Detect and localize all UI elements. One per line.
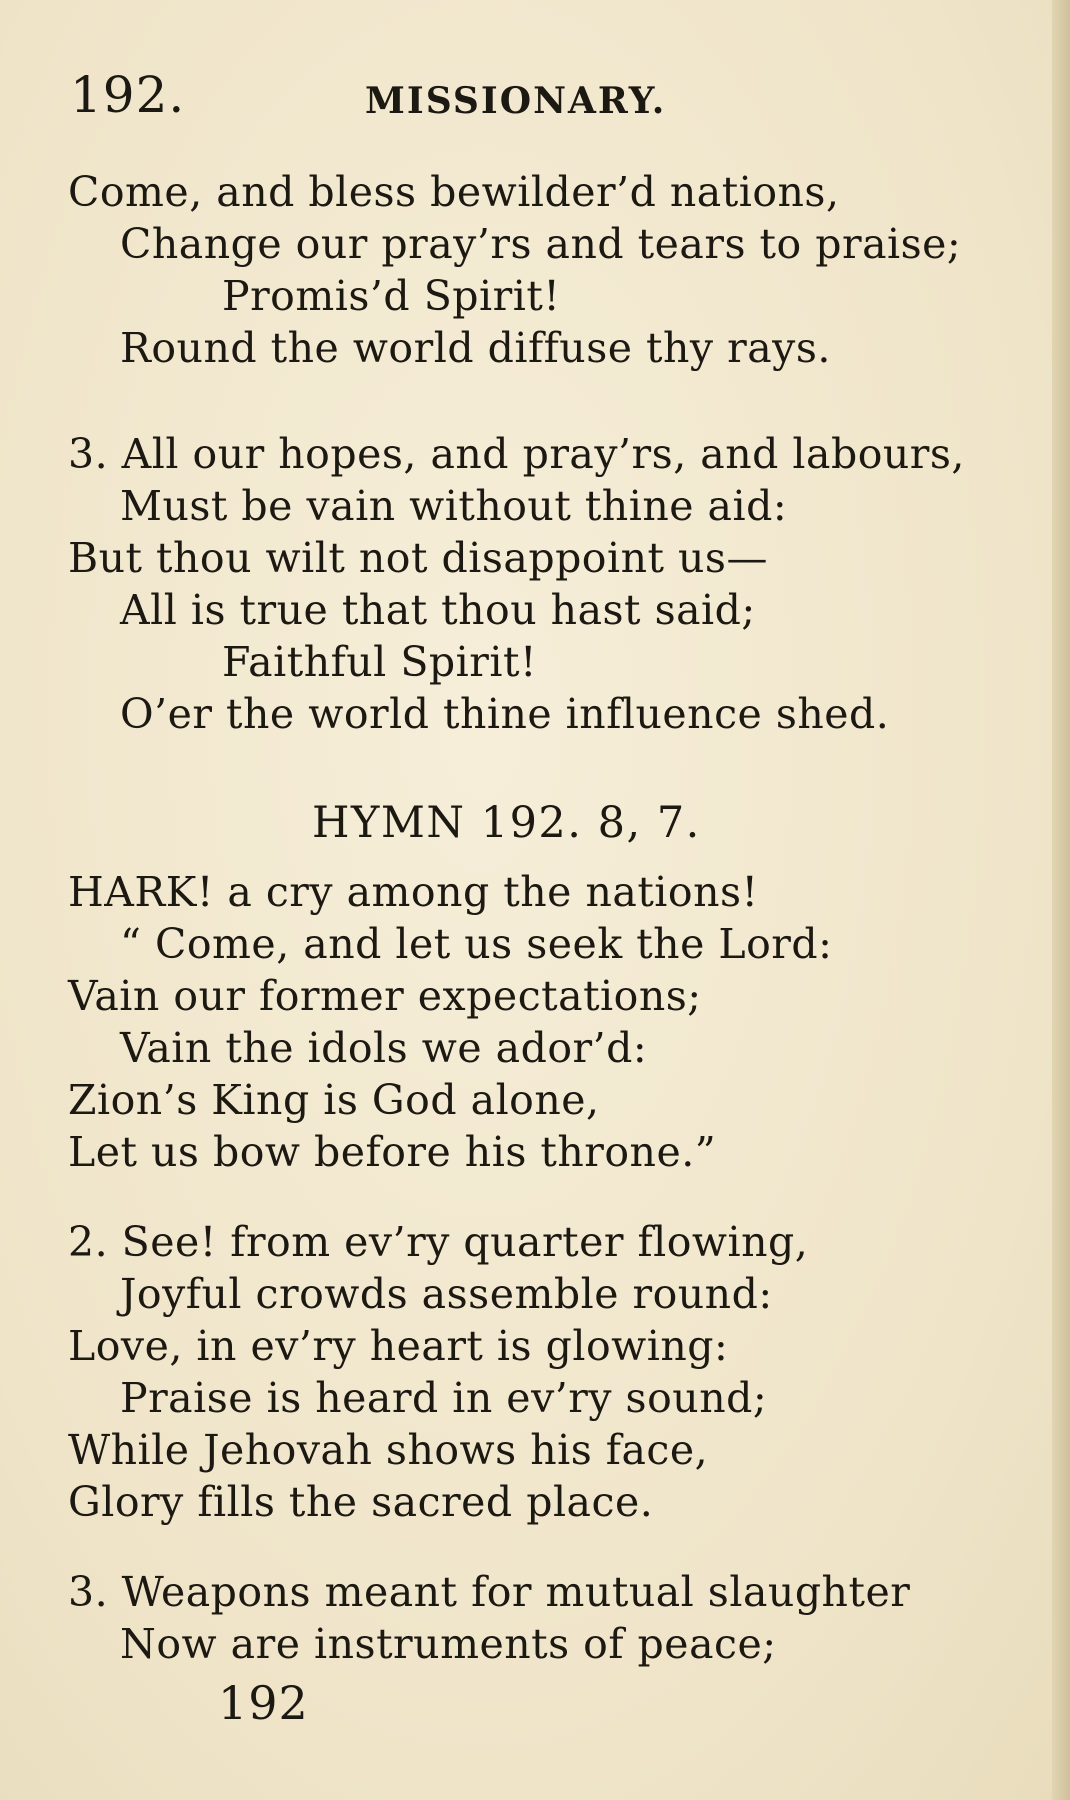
page-header <box>70 66 970 126</box>
verse-line: Vain our former expectations; <box>68 972 702 1020</box>
page-edge <box>1052 0 1070 1800</box>
hymn-title: HYMN 192. 8, 7. <box>312 798 701 848</box>
verse-line: Change our pray’rs and tears to praise; <box>120 220 962 268</box>
verse-line: Vain the idols we ador’d: <box>120 1024 648 1072</box>
verse-line: But thou wilt not disappoint us— <box>68 534 768 582</box>
verse-line: Joyful crowds assemble round: <box>120 1270 773 1318</box>
verse-line: Love, in ev’ry heart is glowing: <box>68 1322 729 1370</box>
verse-line: HARK! a cry among the nations! <box>68 868 759 916</box>
running-head: MISSIONARY. <box>365 80 667 122</box>
verse-line: While Jehovah shows his face, <box>68 1426 709 1474</box>
page-number: 192. <box>70 66 186 124</box>
verse-line: All is true that thou hast said; <box>120 586 756 634</box>
verse-line: 3. All our hopes, and pray’rs, and labours, <box>68 430 965 478</box>
verse-line: Faithful Spirit! <box>222 638 537 686</box>
verse-line: Must be vain without thine aid: <box>120 482 788 530</box>
verse-line: Promis’d Spirit! <box>222 272 561 320</box>
verse-line: Now are instruments of peace; <box>120 1620 777 1668</box>
verse-line: Come, and bless bewilder’d nations, <box>68 168 840 216</box>
verse-line: O’er the world thine influence shed. <box>120 690 890 738</box>
signature-mark: 192 <box>218 1676 309 1730</box>
verse-line: Glory fills the sacred place. <box>68 1478 654 1526</box>
verse-line: 3. Weapons meant for mutual slaughter <box>68 1568 911 1616</box>
verse-line: Round the world diffuse thy rays. <box>120 324 831 372</box>
verse-line: Let us bow before his throne.” <box>68 1128 717 1176</box>
verse-line: Zion’s King is God alone, <box>68 1076 600 1124</box>
verse-line: 2. See! from ev’ry quarter flowing, <box>68 1218 809 1266</box>
verse-line: Praise is heard in ev’ry sound; <box>120 1374 768 1422</box>
verse-line: “ Come, and let us seek the Lord: <box>120 920 833 968</box>
